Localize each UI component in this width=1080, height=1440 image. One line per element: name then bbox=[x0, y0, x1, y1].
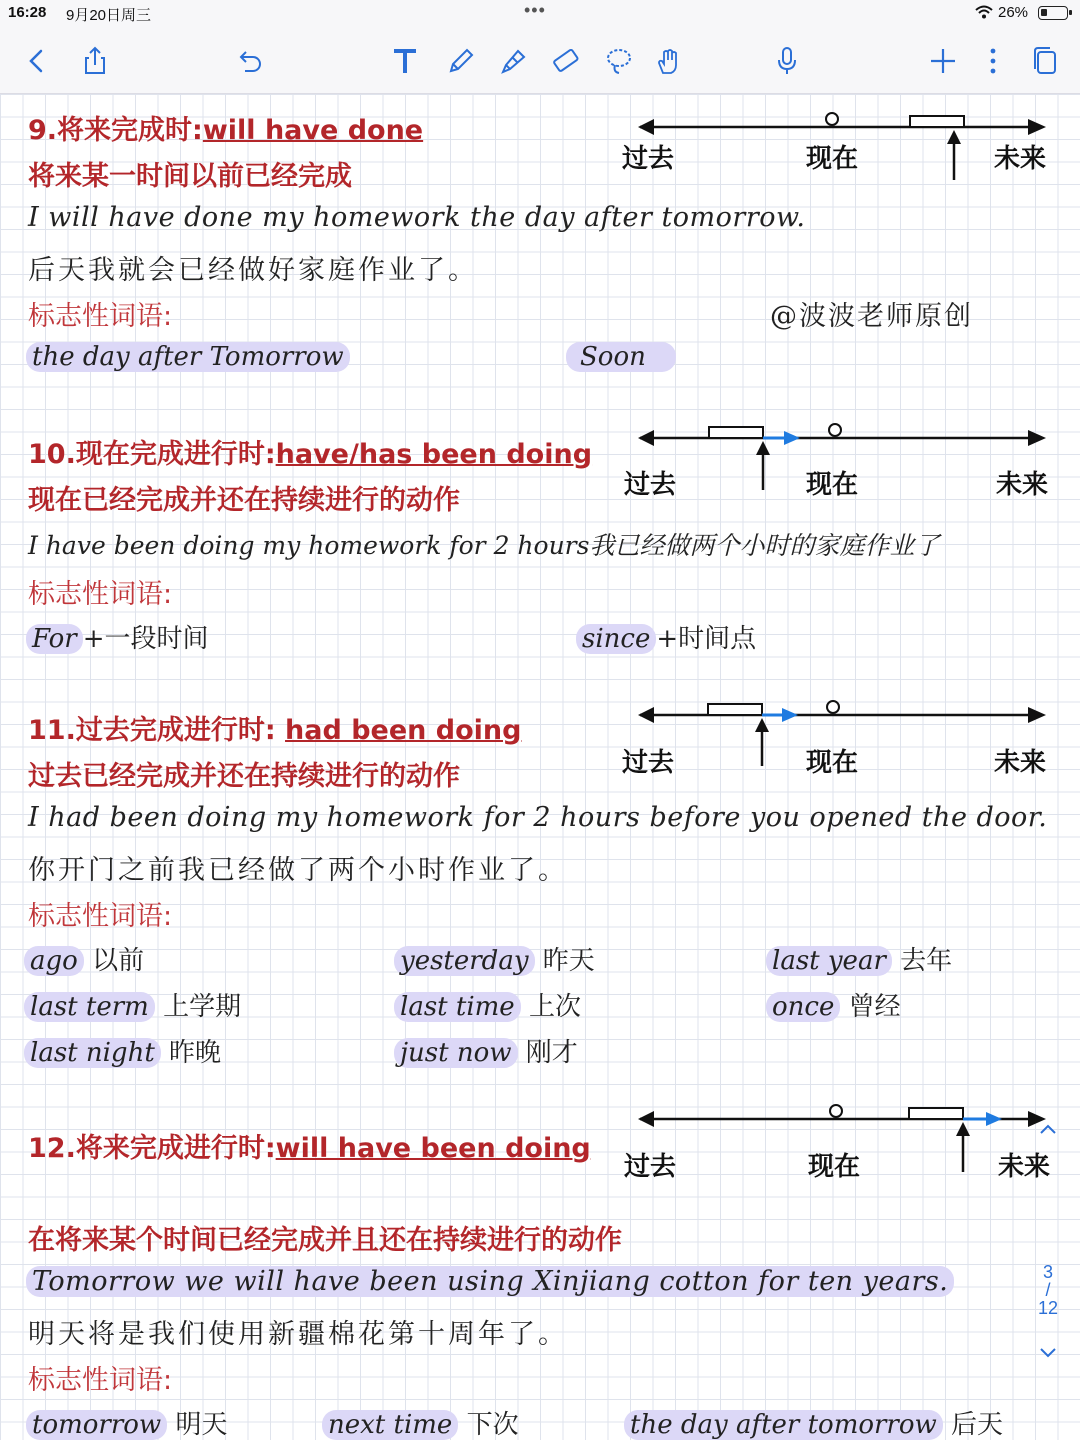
timeline-label-present: 现在 bbox=[806, 470, 859, 500]
status-date: 9月20日周三 bbox=[66, 7, 152, 24]
section-11-description: 过去已经完成并还在持续进行的动作 bbox=[28, 761, 460, 792]
back-icon[interactable] bbox=[18, 42, 56, 80]
section-12-title-prefix: 12.将来完成进行时: bbox=[28, 1133, 276, 1164]
section-11-title-form: had been doing bbox=[285, 715, 522, 746]
timeline-label-present: 现在 bbox=[806, 144, 859, 174]
timeline-label-future: 未来 bbox=[998, 1152, 1051, 1182]
eraser-icon[interactable] bbox=[546, 42, 584, 80]
hand-icon[interactable] bbox=[650, 42, 688, 80]
section-9-example-cn: 后天我就会已经做好家庭作业了。 bbox=[28, 255, 478, 286]
timeline-label-past: 过去 bbox=[624, 1152, 677, 1182]
section-12-example-en: Tomorrow we will have been using Xinjiang cotton for ten years. bbox=[26, 1266, 954, 1297]
section-12-title bbox=[28, 1126, 591, 1165]
section-12-marker-label: 标志性词语: bbox=[28, 1365, 173, 1396]
section-10-example: I have been doing my homework for 2 hours我已经做两个小时的家庭作业了 bbox=[28, 531, 940, 560]
status-time: 16:28 bbox=[8, 4, 47, 21]
page-separator: / bbox=[1045, 1280, 1051, 1300]
section-12-keyword: next time 下次 bbox=[322, 1404, 519, 1440]
multitasking-dots-icon[interactable]: ••• bbox=[524, 0, 546, 20]
battery-icon bbox=[1038, 6, 1068, 20]
section-10-title-prefix: 10.现在完成进行时: bbox=[28, 439, 276, 470]
section-11-keyword: last term 上学期 bbox=[24, 986, 241, 1023]
section-9-marker-label: 标志性词语: bbox=[28, 301, 173, 332]
undo-icon[interactable] bbox=[230, 42, 268, 80]
timeline-label-past: 过去 bbox=[622, 748, 675, 778]
section-11-keyword: ago 以前 bbox=[24, 940, 144, 977]
section-11-keyword: last night 昨晚 bbox=[24, 1032, 221, 1069]
section-10-marker-label: 标志性词语: bbox=[28, 579, 173, 610]
section-9-title bbox=[28, 108, 423, 147]
timeline-label-present: 现在 bbox=[808, 1152, 861, 1182]
page-indicator bbox=[1028, 1130, 1068, 1318]
author-credit: @波波老师原创 bbox=[770, 301, 973, 332]
timeline-label-past: 过去 bbox=[624, 470, 677, 500]
notebook-page[interactable] bbox=[0, 94, 1080, 1440]
timeline-label-future: 未来 bbox=[994, 144, 1047, 174]
page-current: 3 bbox=[1042, 1262, 1053, 1282]
section-11-keyword: last year 去年 bbox=[766, 940, 952, 977]
page-up-icon[interactable] bbox=[1038, 1122, 1058, 1136]
status-bar bbox=[0, 0, 1080, 28]
timeline-label-present: 现在 bbox=[806, 748, 859, 778]
battery-percent: 26% bbox=[998, 4, 1029, 21]
section-10-keyword: since +时间点 bbox=[576, 618, 756, 655]
lasso-icon[interactable] bbox=[600, 42, 638, 80]
section-11-title-prefix: 11.过去完成进行时: bbox=[28, 715, 286, 746]
highlighter-icon[interactable] bbox=[494, 42, 532, 80]
section-11-example-en: I had been doing my homework for 2 hours before you opened the door. bbox=[28, 802, 1048, 833]
pen-icon[interactable] bbox=[442, 42, 480, 80]
section-9-keyword: Soon bbox=[566, 342, 676, 372]
section-9-keyword: the day after Tomorrow bbox=[26, 342, 350, 372]
timeline-label-future: 未来 bbox=[994, 748, 1047, 778]
section-11-keyword: just now 刚才 bbox=[394, 1032, 578, 1069]
timeline-label-past: 过去 bbox=[622, 144, 675, 174]
section-12-title-form: will have been doing bbox=[275, 1133, 591, 1164]
page-total: 12 bbox=[1037, 1298, 1059, 1318]
share-icon[interactable] bbox=[76, 42, 114, 80]
microphone-icon[interactable] bbox=[768, 42, 806, 80]
section-11-title bbox=[28, 708, 521, 747]
section-9-title-form: will have done bbox=[202, 115, 424, 146]
section-10-title-form: have/has been doing bbox=[275, 439, 593, 470]
more-icon[interactable] bbox=[974, 42, 1012, 80]
section-10-description: 现在已经完成并还在持续进行的动作 bbox=[28, 485, 460, 516]
wifi-icon bbox=[975, 5, 993, 19]
page-down-icon[interactable] bbox=[1038, 1346, 1058, 1360]
section-11-keyword: last time 上次 bbox=[394, 986, 581, 1023]
section-11-marker-label: 标志性词语: bbox=[28, 901, 173, 932]
section-9-title-prefix: 9.将来完成时: bbox=[28, 115, 203, 146]
section-12-keyword: the day after tomorrow 后天 bbox=[624, 1404, 1003, 1440]
section-9-example-en: I will have done my homework the day after tomorrow. bbox=[28, 202, 806, 233]
pages-icon[interactable] bbox=[1026, 42, 1064, 80]
toolbar bbox=[0, 28, 1080, 94]
section-12-keyword: tomorrow 明天 bbox=[26, 1404, 227, 1440]
section-11-example-cn: 你开门之前我已经做了两个小时作业了。 bbox=[28, 855, 568, 886]
section-12-example-cn: 明天将是我们使用新疆棉花第十周年了。 bbox=[28, 1319, 568, 1350]
section-11-keyword: once 曾经 bbox=[766, 986, 901, 1023]
section-12-description: 在将来某个时间已经完成并且还在持续进行的动作 bbox=[28, 1225, 622, 1256]
section-11-keyword: yesterday 昨天 bbox=[394, 940, 595, 977]
section-10-keyword: For +一段时间 bbox=[26, 618, 209, 655]
section-10-title bbox=[28, 432, 592, 471]
add-icon[interactable] bbox=[924, 42, 962, 80]
timeline-label-future: 未来 bbox=[996, 470, 1049, 500]
text-tool-icon[interactable] bbox=[386, 42, 424, 80]
section-9-description: 将来某一时间以前已经完成 bbox=[28, 161, 352, 192]
